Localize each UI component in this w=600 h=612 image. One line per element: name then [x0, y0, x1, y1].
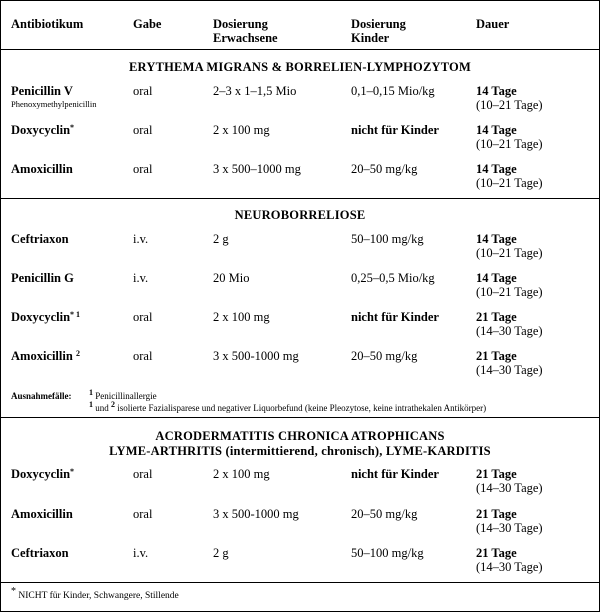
dose-child: 20–50 mg/kg	[351, 349, 418, 363]
dose-adult: 3 x 500–1000 mg	[213, 162, 301, 176]
dose-adult: 2 g	[213, 232, 229, 246]
section-title: ERYTHEMA MIGRANS & BORRELIEN-LYMPHOZYTOM	[129, 60, 471, 74]
dose-child: 0,25–0,5 Mio/kg	[351, 271, 435, 285]
duration: 14 Tage (10–21 Tage)	[476, 232, 543, 260]
drug-name: Ceftriaxon	[11, 546, 69, 560]
duration: 21 Tage (14–30 Tage)	[476, 349, 543, 377]
header-antibiotic: Antibiotikum	[11, 17, 84, 31]
divider	[1, 417, 599, 418]
section-subtitle: LYME-ARTHRITIS (intermittierend, chronisch), LYME-KARDITIS	[109, 444, 491, 458]
dose-adult: 2 x 100 mg	[213, 467, 270, 481]
divider	[1, 49, 599, 50]
route: oral	[133, 467, 153, 481]
dose-child: 20–50 mg/kg	[351, 162, 418, 176]
drug-name: Penicillin G	[11, 271, 74, 285]
route: i.v.	[133, 546, 149, 560]
drug-name: Penicillin V	[11, 84, 73, 98]
drug-name: Amoxicillin	[11, 162, 73, 176]
exceptions-line-2: $^1$ und $^2$ isolierte Fazialisparese und negativer Liquorbefund (keine Pleozytose, keine intrathekalen Antikörper)	[89, 400, 487, 413]
dose-child: 0,1–0,15 Mio/kg	[351, 84, 435, 98]
dose-child: nicht für Kinder	[351, 123, 439, 137]
duration: 21 Tage (14–30 Tage)	[476, 310, 543, 338]
drug-name: Doxycyclin*	[11, 123, 75, 137]
dose-child: 20–50 mg/kg	[351, 507, 418, 521]
dose-adult: 2–3 x 1–1,5 Mio	[213, 84, 297, 98]
dose-adult: 3 x 500-1000 mg	[213, 349, 299, 363]
footnote: * NICHT für Kinder, Schwangere, Stillende	[11, 586, 179, 601]
header-dose-adult: Dosierung Erwachsene	[213, 17, 278, 45]
route: i.v.	[133, 271, 149, 285]
duration: 14 Tage (10–21 Tage)	[476, 84, 543, 112]
exceptions-label: Ausnahmefälle:	[11, 391, 72, 401]
dose-adult: 20 Mio	[213, 271, 250, 285]
header-dose-child: Dosierung Kinder	[351, 17, 406, 45]
drug-name: Amoxicillin	[11, 507, 73, 521]
route: oral	[133, 162, 153, 176]
route: i.v.	[133, 232, 149, 246]
dose-adult: 2 x 100 mg	[213, 310, 270, 324]
drug-name: Amoxicillin $^2$	[11, 349, 80, 363]
drug-subname: Phenoxymethylpenicillin	[11, 99, 97, 109]
duration: 14 Tage (10–21 Tage)	[476, 123, 543, 151]
dose-child: 50–100 mg/kg	[351, 232, 424, 246]
route: oral	[133, 123, 153, 137]
exceptions-line-1: $^1$ Penicillinallergie	[89, 388, 157, 401]
header-duration: Dauer	[476, 17, 510, 31]
duration: 14 Tage (10–21 Tage)	[476, 162, 543, 190]
drug-name: Doxycyclin*	[11, 467, 75, 481]
dose-adult: 2 x 100 mg	[213, 123, 270, 137]
duration: 21 Tage (14–30 Tage)	[476, 507, 543, 535]
duration: 14 Tage (10–21 Tage)	[476, 271, 543, 299]
dose-child: 50–100 mg/kg	[351, 546, 424, 560]
dose-adult: 3 x 500-1000 mg	[213, 507, 299, 521]
dose-child: nicht für Kinder	[351, 310, 439, 324]
drug-name: Doxycyclin$^{* 1}$	[11, 310, 81, 324]
duration: 21 Tage (14–30 Tage)	[476, 546, 543, 574]
divider	[1, 582, 599, 583]
header-route: Gabe	[133, 17, 162, 31]
dose-child: nicht für Kinder	[351, 467, 439, 481]
route: oral	[133, 310, 153, 324]
divider	[1, 198, 599, 199]
drug-name: Ceftriaxon	[11, 232, 69, 246]
section-title: NEUROBORRELIOSE	[234, 208, 366, 222]
route: oral	[133, 349, 153, 363]
route: oral	[133, 507, 153, 521]
route: oral	[133, 84, 153, 98]
dose-adult: 2 g	[213, 546, 229, 560]
section-title: ACRODERMATITIS CHRONICA ATROPHICANS	[155, 429, 445, 443]
duration: 21 Tage (14–30 Tage)	[476, 467, 543, 495]
